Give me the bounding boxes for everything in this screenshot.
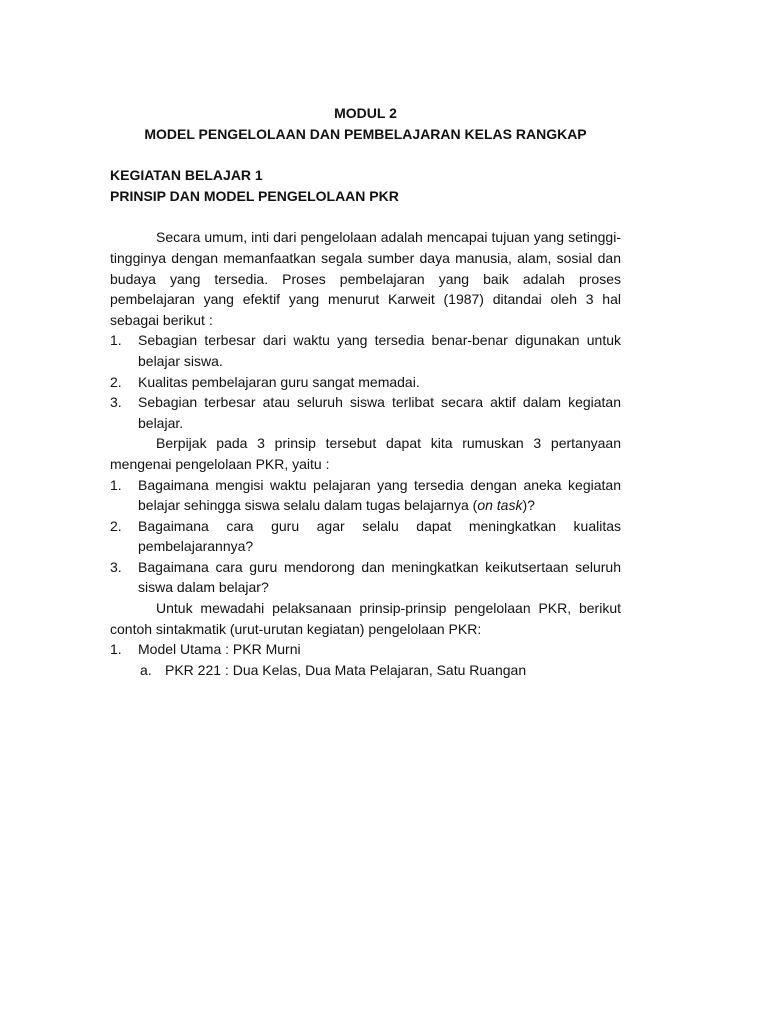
list-item-italic: on task [477, 497, 523, 514]
list-item-text: Sebagian terbesar dari waktu yang tersedia benar-benar digunakan untuk belajar siswa. [138, 332, 621, 369]
list-marker: 1. [110, 476, 122, 493]
list-item [110, 557, 621, 598]
section-heading: PRINSIP DAN MODEL PENGELOLAAN PKR [110, 187, 399, 204]
model-sublist [110, 660, 621, 681]
list-item-text: Bagaimana cara guru mendorong dan meningkatkan keikutsertaan seluruh siswa dalam belajar? [138, 558, 621, 596]
list-item [110, 372, 621, 393]
paragraph-questions-intro: Berpijak pada 3 prinsip tersebut dapat kita rumuskan 3 pertanyaan mengenai pengelolaan PKR, yaitu : [110, 435, 621, 472]
questions-list [110, 475, 621, 599]
document-body [110, 103, 621, 680]
list-item [110, 475, 621, 516]
paragraph-syntax-intro: Untuk mewadahi pelaksanaan prinsip-prinsip pengelolaan PKR, berikut contoh sintakmatik (urut-urutan kegiatan) pengelolaan PKR: [110, 600, 621, 637]
list-item-text: Sebagian terbesar atau seluruh siswa terlibat secara aktif dalam kegiatan belajar. [138, 394, 621, 431]
module-subtitle: MODEL PENGELOLAAN DAN PEMBELAJARAN KELAS RANGKAP [144, 125, 587, 142]
list-marker: 3. [110, 394, 122, 411]
list-item-text: Model Utama : PKR Murni [138, 641, 301, 658]
list-marker: 2. [110, 373, 122, 390]
sublist-item-text: PKR 221 : Dua Kelas, Dua Mata Pelajaran, Satu Ruangan [165, 661, 527, 678]
sublist-item [110, 660, 621, 681]
list-marker: 2. [110, 517, 122, 534]
module-title: MODUL 2 [334, 105, 397, 121]
list-item-text-end: )? [522, 497, 535, 514]
list-item [110, 392, 621, 433]
list-marker: 3. [110, 558, 122, 575]
list-item-text: Kualitas pembelajaran guru sangat memadai. [138, 373, 420, 390]
principles-list [110, 330, 621, 433]
list-item [110, 516, 621, 557]
list-item-text: Bagaimana mengisi waktu pelajaran yang tersedia dengan aneka kegiatan belajar sehingga siswa selalu dalam tugas belajarnya ( [138, 476, 621, 514]
sublist-marker: a. [140, 661, 152, 678]
list-marker: 1. [110, 332, 122, 349]
section-label: KEGIATAN BELAJAR 1 [110, 167, 263, 184]
list-item [110, 639, 621, 660]
list-item-text: Bagaimana cara guru agar selalu dapat meningkatkan kualitas pembelajarannya? [138, 517, 621, 555]
list-item [110, 330, 621, 371]
model-list [110, 639, 621, 660]
list-marker: 1. [110, 641, 122, 658]
paragraph-intro: Secara umum, inti dari pengelolaan adalah mencapai tujuan yang setinggi-tingginya dengan memanfaatkan segala sumber daya manusia, alam, sosial dan budaya yang tersedia. Proses pembelajaran yang baik adalah proses pembelajaran yang efektif yang menurut Karweit (1987) ditandai oleh 3 hal sebagai berikut : [110, 229, 621, 328]
